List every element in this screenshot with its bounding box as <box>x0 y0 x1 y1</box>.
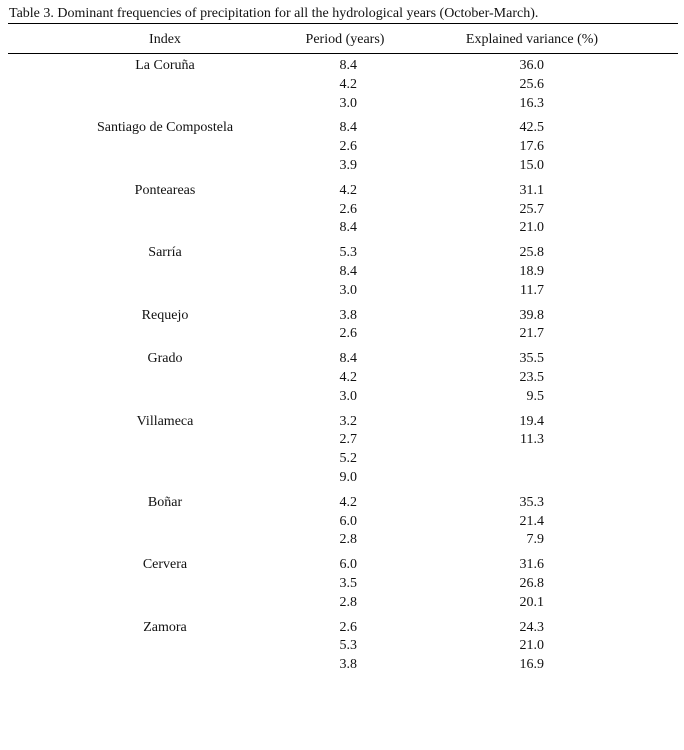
period-value: 5.3 <box>339 245 357 261</box>
period-value: 8.4 <box>339 120 357 136</box>
table-row <box>0 76 684 95</box>
station-name: Santiago de Compostela <box>96 120 234 136</box>
period-value: 5.3 <box>339 638 357 654</box>
period-value: 2.6 <box>339 326 357 342</box>
table-row <box>0 469 684 488</box>
variance-value: 18.9 <box>519 263 544 279</box>
period-value: 4.2 <box>339 494 357 510</box>
table-body <box>0 57 684 681</box>
variance-value: 42.5 <box>519 120 544 136</box>
period-value: 8.4 <box>339 263 357 279</box>
station-name: Villameca <box>136 413 194 429</box>
table-row <box>0 656 684 675</box>
period-value: 4.2 <box>339 76 357 92</box>
table-row <box>0 282 684 301</box>
table-row <box>0 201 684 220</box>
table-row <box>0 494 684 513</box>
table-row <box>0 350 684 369</box>
variance-value: 16.9 <box>519 657 544 673</box>
station-name: Boñar <box>147 494 183 510</box>
table-row <box>0 138 684 157</box>
table-row <box>0 619 684 638</box>
table-top-rule <box>8 23 678 24</box>
variance-value: 20.1 <box>519 594 544 610</box>
column-header-variance: Explained variance (%) <box>465 32 599 47</box>
variance-value: 24.3 <box>519 619 544 635</box>
variance-value: 39.8 <box>519 307 544 323</box>
variance-value: 31.1 <box>519 182 544 198</box>
table-row <box>0 431 684 450</box>
period-value: 2.8 <box>339 532 357 548</box>
station-group <box>0 494 684 550</box>
variance-value: 21.7 <box>519 326 544 342</box>
station-name: Ponteareas <box>134 182 196 198</box>
table-row <box>0 413 684 432</box>
table-row <box>0 369 684 388</box>
table-row <box>0 388 684 407</box>
variance-value: 7.9 <box>526 532 544 548</box>
table-row <box>0 157 684 176</box>
column-header-index: Index <box>149 32 181 47</box>
variance-value: 21.0 <box>519 638 544 654</box>
period-value: 3.0 <box>339 388 357 404</box>
period-value: 9.0 <box>339 469 357 485</box>
station-group <box>0 350 684 406</box>
variance-value: 23.5 <box>519 369 544 385</box>
variance-value: 17.6 <box>519 139 544 155</box>
variance-value: 25.6 <box>519 76 544 92</box>
variance-value: 26.8 <box>519 575 544 591</box>
station-group <box>0 619 684 675</box>
variance-value: 16.3 <box>519 95 544 111</box>
period-value: 2.6 <box>339 201 357 217</box>
period-value: 3.9 <box>339 157 357 173</box>
variance-value: 19.4 <box>519 413 544 429</box>
period-value: 2.6 <box>339 619 357 635</box>
table-row <box>0 244 684 263</box>
station-group <box>0 413 684 488</box>
variance-value: 35.5 <box>519 351 544 367</box>
station-group <box>0 57 684 113</box>
variance-value: 31.6 <box>519 557 544 573</box>
variance-value: 11.3 <box>520 432 544 448</box>
period-value: 5.2 <box>339 451 357 467</box>
table-row <box>0 263 684 282</box>
column-header-period: Period (years) <box>305 32 385 47</box>
period-value: 2.8 <box>339 594 357 610</box>
period-value: 3.0 <box>339 282 357 298</box>
table-row <box>0 513 684 532</box>
table-header-rule <box>8 53 678 54</box>
period-value: 6.0 <box>339 557 357 573</box>
table-row <box>0 95 684 114</box>
table-row <box>0 182 684 201</box>
period-value: 2.6 <box>339 139 357 155</box>
table-row <box>0 219 684 238</box>
station-name: Cervera <box>142 557 188 573</box>
station-name: Requejo <box>141 307 189 323</box>
period-value: 8.4 <box>339 58 357 73</box>
period-value: 3.5 <box>339 575 357 591</box>
period-value: 6.0 <box>339 513 357 529</box>
variance-value: 35.3 <box>519 494 544 510</box>
variance-value: 21.0 <box>519 220 544 236</box>
variance-value: 36.0 <box>519 58 544 73</box>
table-row <box>0 325 684 344</box>
period-value: 8.4 <box>339 351 357 367</box>
table-row <box>0 57 684 76</box>
variance-value: 9.5 <box>526 388 544 404</box>
station-group <box>0 119 684 175</box>
period-value: 4.2 <box>339 182 357 198</box>
variance-value: 11.7 <box>520 282 544 298</box>
station-name: Grado <box>147 351 183 367</box>
table-caption: Table 3. Dominant frequencies of precipitation for all the hydrological years (October-March). <box>9 6 539 21</box>
table-row <box>0 556 684 575</box>
table-row <box>0 575 684 594</box>
table-row <box>0 531 684 550</box>
table-row <box>0 307 684 326</box>
variance-value: 25.8 <box>519 245 544 261</box>
table-row <box>0 450 684 469</box>
variance-value: 25.7 <box>519 201 544 217</box>
station-group <box>0 244 684 300</box>
period-value: 3.2 <box>339 413 357 429</box>
variance-value: 21.4 <box>519 513 544 529</box>
station-group <box>0 182 684 238</box>
station-name: Sarría <box>148 245 182 261</box>
period-value: 2.7 <box>339 432 357 448</box>
station-name: La Coruña <box>135 58 195 73</box>
table-row <box>0 594 684 613</box>
period-value: 8.4 <box>339 220 357 236</box>
table-row <box>0 119 684 138</box>
period-value: 3.8 <box>339 657 357 673</box>
station-group <box>0 556 684 612</box>
period-value: 3.8 <box>339 307 357 323</box>
variance-value: 15.0 <box>519 157 544 173</box>
station-group <box>0 307 684 345</box>
station-name: Zamora <box>143 619 187 635</box>
period-value: 3.0 <box>339 95 357 111</box>
table-row <box>0 637 684 656</box>
period-value: 4.2 <box>339 369 357 385</box>
